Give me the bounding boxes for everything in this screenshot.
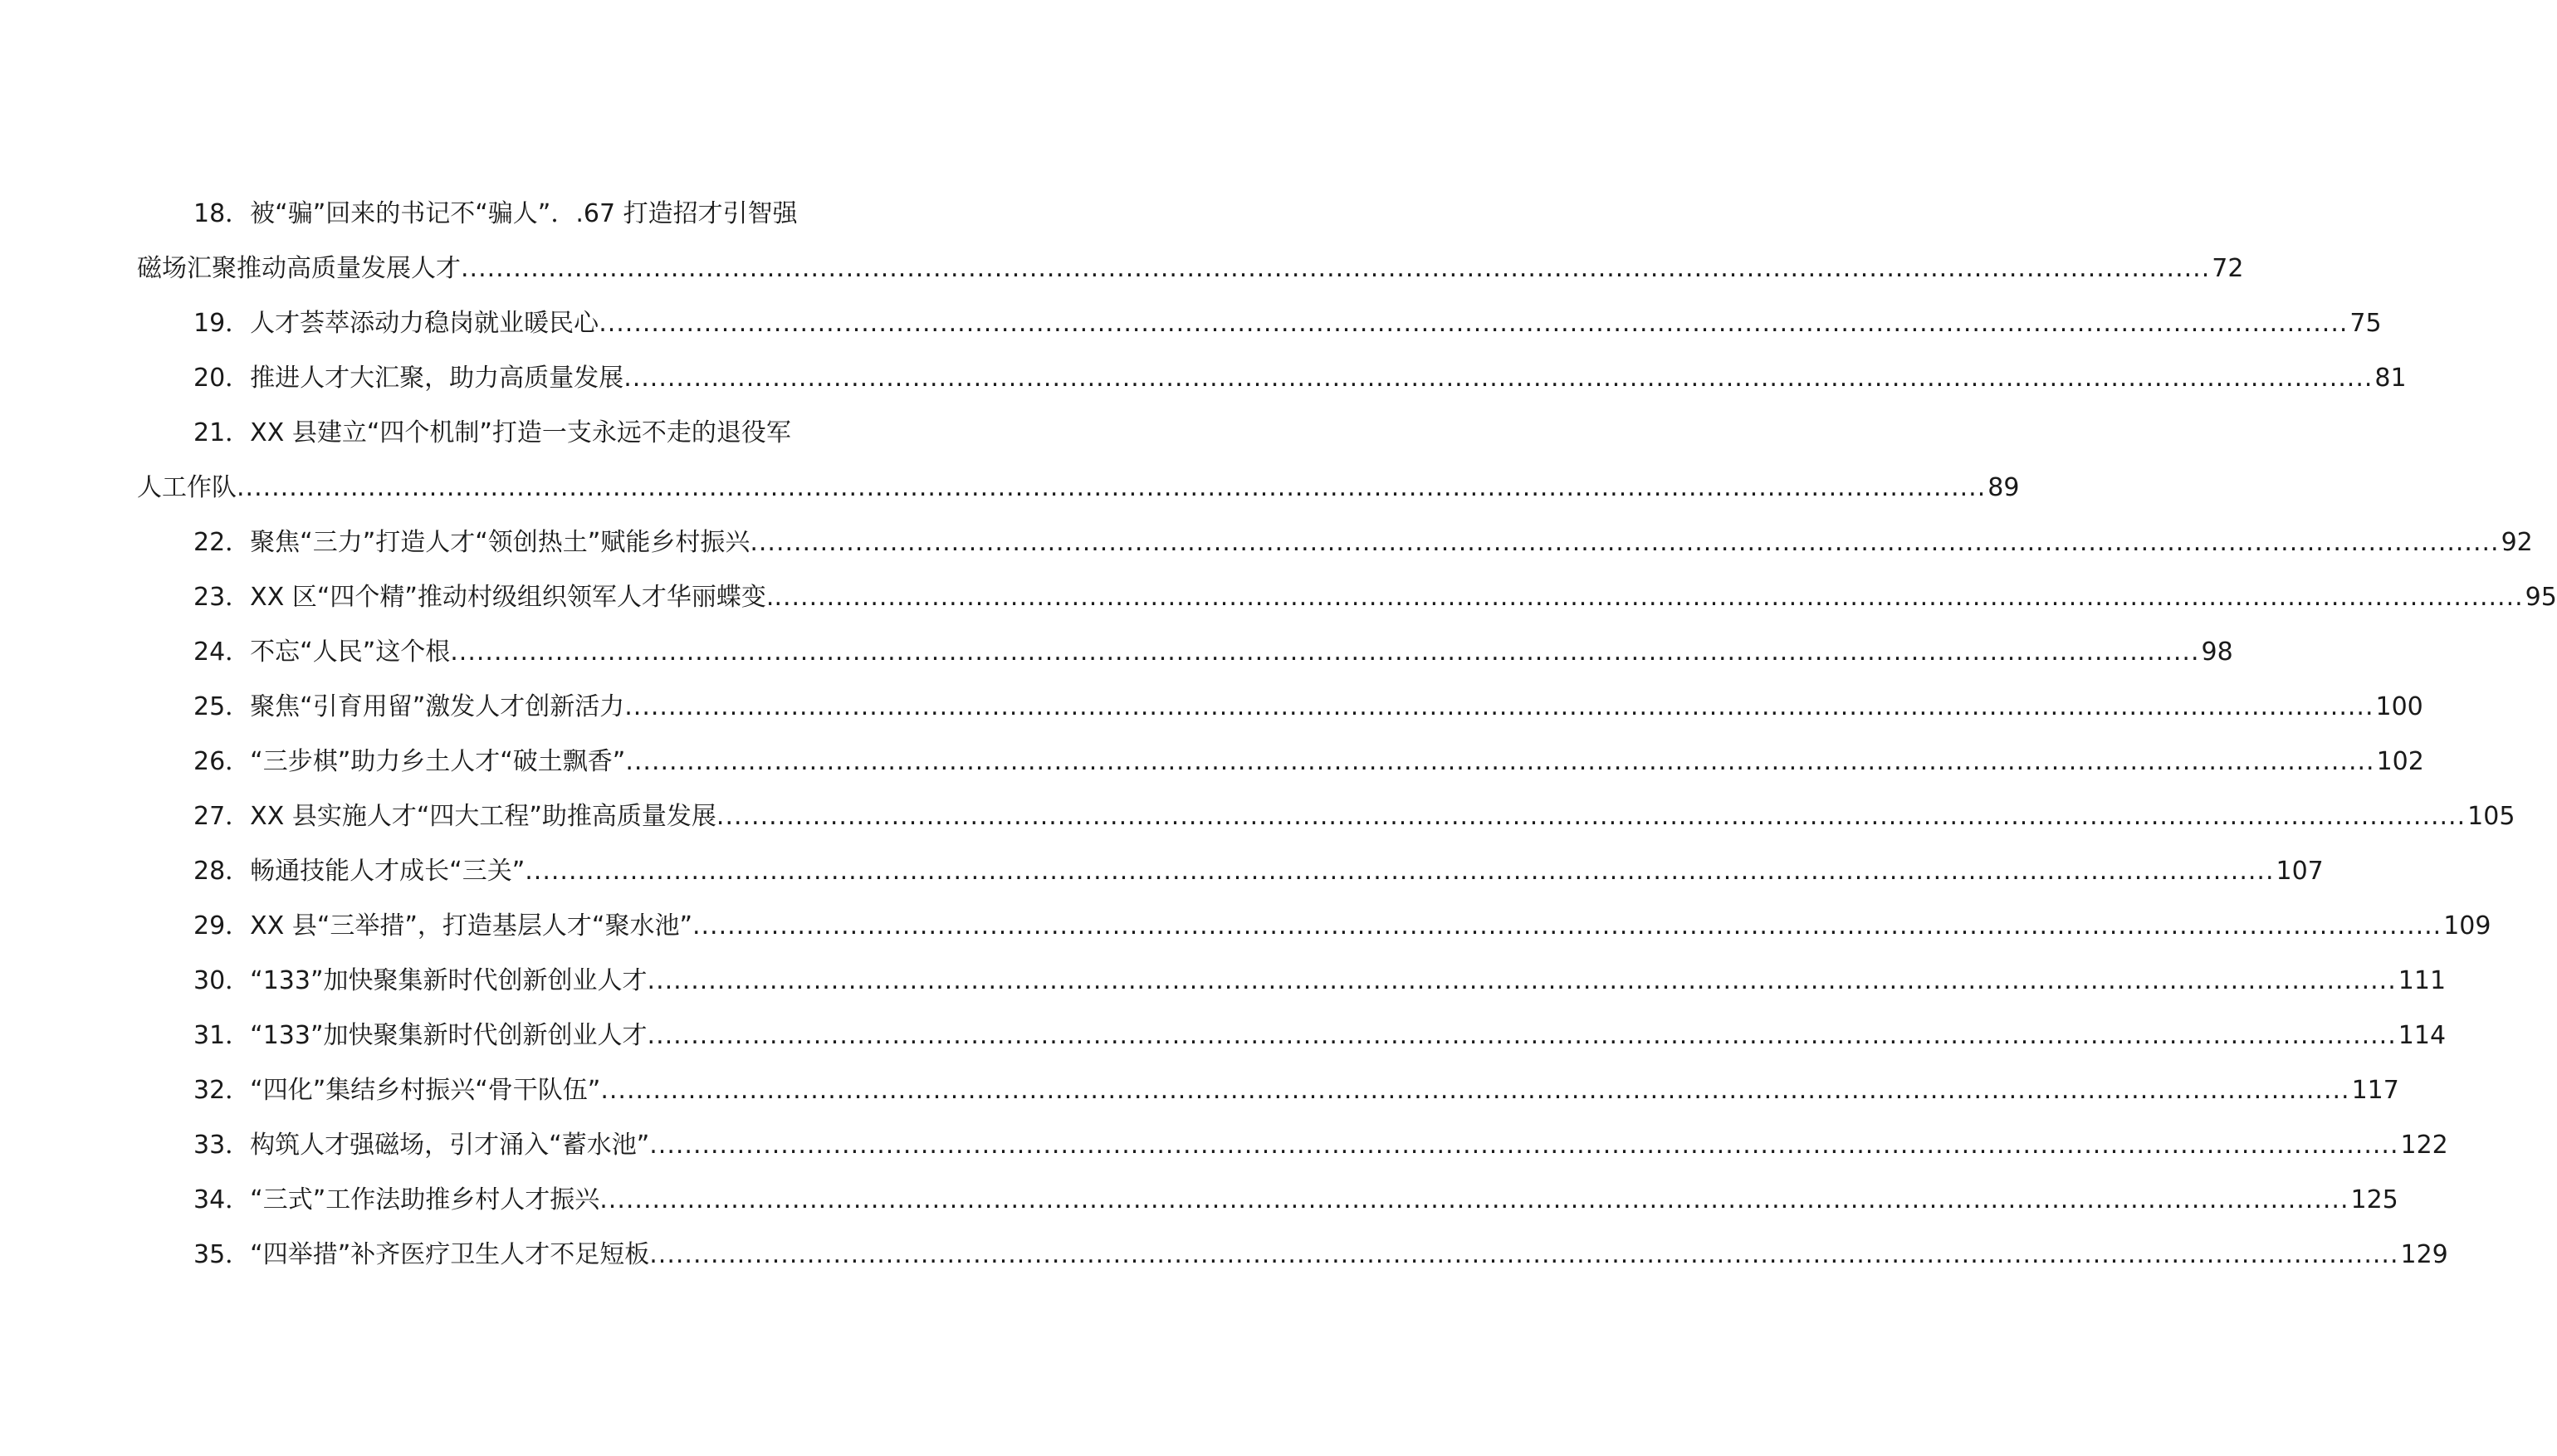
toc-entry — [137, 351, 2407, 406]
toc-leader-dots: ........................................................................................................................................................................................................ — [623, 364, 2374, 393]
toc-entry — [137, 735, 2424, 789]
toc-leader-dots: ........................................................................................................................................................................................................ — [525, 857, 2275, 886]
toc-entry-title: 24．不忘“人民”这个根 — [193, 638, 451, 667]
toc-entry — [137, 187, 901, 242]
toc-entry-title: 34．“三式”工作法助推乡村人才振兴 — [193, 1185, 600, 1214]
toc-entry — [137, 296, 2382, 351]
toc-page-number: 100 — [2375, 692, 2423, 721]
toc-entry-title: 20．推进人才大汇聚，助力高质量发展 — [193, 364, 624, 393]
toc-entry — [137, 789, 2515, 844]
toc-leader-dots: ........................................................................................................................................................................................................ — [647, 1021, 2397, 1050]
toc-page-number: 98 — [2201, 638, 2233, 667]
toc-entry-title: 22．聚焦“三力”打造人才“领创热土”赋能乡村振兴 — [193, 528, 750, 557]
toc-entry-title: 30．“133”加快聚集新时代创新创业人才 — [193, 966, 648, 995]
toc-page-number: 81 — [2374, 364, 2407, 393]
toc-entry-title: 28．畅通技能人才成长“三关” — [193, 857, 526, 886]
toc-leader-dots: ........................................................................................................................................................................................................ — [599, 309, 2349, 338]
toc-leader-dots: ........................................................................................................................................................................................................ — [600, 1076, 2350, 1105]
toc-page-number: 122 — [2400, 1131, 2448, 1160]
toc-page-number: 111 — [2398, 966, 2447, 995]
toc-entry-title: 磁场汇聚推动高质量发展人才 — [137, 254, 461, 283]
table-of-contents — [137, 187, 2557, 1283]
toc-entry — [137, 570, 2557, 625]
toc-page-number: 105 — [2467, 802, 2515, 831]
toc-entry-title: 23．XX 区“四个精”推动村级组织领军人才华丽蝶变. — [193, 583, 775, 612]
toc-leader-dots: ........................................................................................................................................................................................................ — [716, 802, 2467, 831]
toc-entry-title: 26．“三步棋”助力乡土人才“破土飘香” — [193, 747, 626, 776]
toc-leader-dots: ........................................................................................................................................................................................................ — [692, 911, 2442, 941]
toc-entry-title: 32．“四化”集结乡村振兴“骨干队伍” — [193, 1076, 601, 1105]
toc-page-number: 102 — [2376, 747, 2424, 776]
toc-entry — [137, 680, 2423, 735]
toc-leader-dots: ........................................................................................................................................................................................................ — [625, 747, 2375, 776]
toc-leader-dots: ........................................................................................................................................................................................................ — [649, 1240, 2399, 1269]
toc-entry — [137, 954, 2447, 1009]
toc-entry-title: 31．“133”加快聚集新时代创新创业人才 — [193, 1021, 648, 1050]
toc-entry — [137, 1173, 2398, 1228]
toc-entry-title: 19．人才荟萃添动力稳岗就业暖民心 — [193, 309, 599, 338]
toc-page-number: 129 — [2400, 1240, 2448, 1269]
toc-entry-title: 18．被“骗”回来的书记不“骗人”．.67 打造招才引智强 — [193, 199, 798, 228]
toc-entry-title: 人工作队 — [137, 473, 237, 502]
toc-entry-title: 33．构筑人才强磁场，引才涌入“蓄水池” — [193, 1131, 650, 1160]
toc-page-number: 89 — [1987, 473, 2020, 502]
toc-page-number: 72 — [2212, 254, 2244, 283]
toc-page-number: 75 — [2349, 309, 2382, 338]
toc-page-number: 125 — [2350, 1185, 2398, 1214]
toc-page-number: 117 — [2351, 1076, 2399, 1105]
toc-entry-title: 29．XX 县“三举措”，打造基层人才“聚水池” — [193, 911, 692, 941]
toc-entry — [137, 899, 2491, 954]
toc-leader-dots: ........................................................................................................................................................................................................ — [461, 254, 2211, 283]
toc-leader-dots: ........................................................................................................................................................................................................ — [624, 692, 2374, 721]
toc-entry — [137, 1228, 2448, 1283]
toc-entry — [137, 1009, 2447, 1063]
toc-leader-dots: ........................................................................................................................................................................................................ — [599, 1185, 2349, 1214]
toc-leader-dots: ........................................................................................................................................................................................................ — [237, 473, 1987, 502]
toc-page-number: 109 — [2443, 911, 2491, 941]
toc-entry — [137, 461, 2020, 515]
toc-entry-title: 21．XX 县建立“四个机制”打造一支永远不走的退役军 — [193, 418, 791, 447]
toc-entry — [137, 242, 2244, 296]
toc-entry — [137, 406, 901, 461]
toc-entry-title: 35．“四举措”补齐医疗卫生人才不足短板 — [193, 1240, 650, 1269]
toc-leader-dots: ........................................................................................................................................................................................................ — [774, 583, 2524, 612]
toc-page-number: 114 — [2398, 1021, 2447, 1050]
toc-page-number: 107 — [2276, 857, 2324, 886]
toc-page-number: 95 — [2525, 583, 2557, 612]
toc-leader-dots: ........................................................................................................................................................................................................ — [647, 966, 2397, 995]
toc-entry — [137, 515, 2533, 570]
toc-entry — [137, 844, 2324, 899]
toc-leader-dots: ........................................................................................................................................................................................................ — [750, 528, 2500, 557]
toc-entry — [137, 1118, 2448, 1173]
toc-entry-title: 27．XX 县实施人才“四大工程”助推高质量发展 — [193, 802, 716, 831]
toc-page-number: 92 — [2501, 528, 2533, 557]
toc-leader-dots: ........................................................................................................................................................................................................ — [649, 1131, 2399, 1160]
toc-entry — [137, 1063, 2399, 1118]
toc-leader-dots: ........................................................................................................................................................................................................ — [450, 638, 2200, 667]
toc-entry-title: 25．聚焦“引育用留”激发人才创新活力 — [193, 692, 625, 721]
toc-entry — [137, 625, 2233, 680]
